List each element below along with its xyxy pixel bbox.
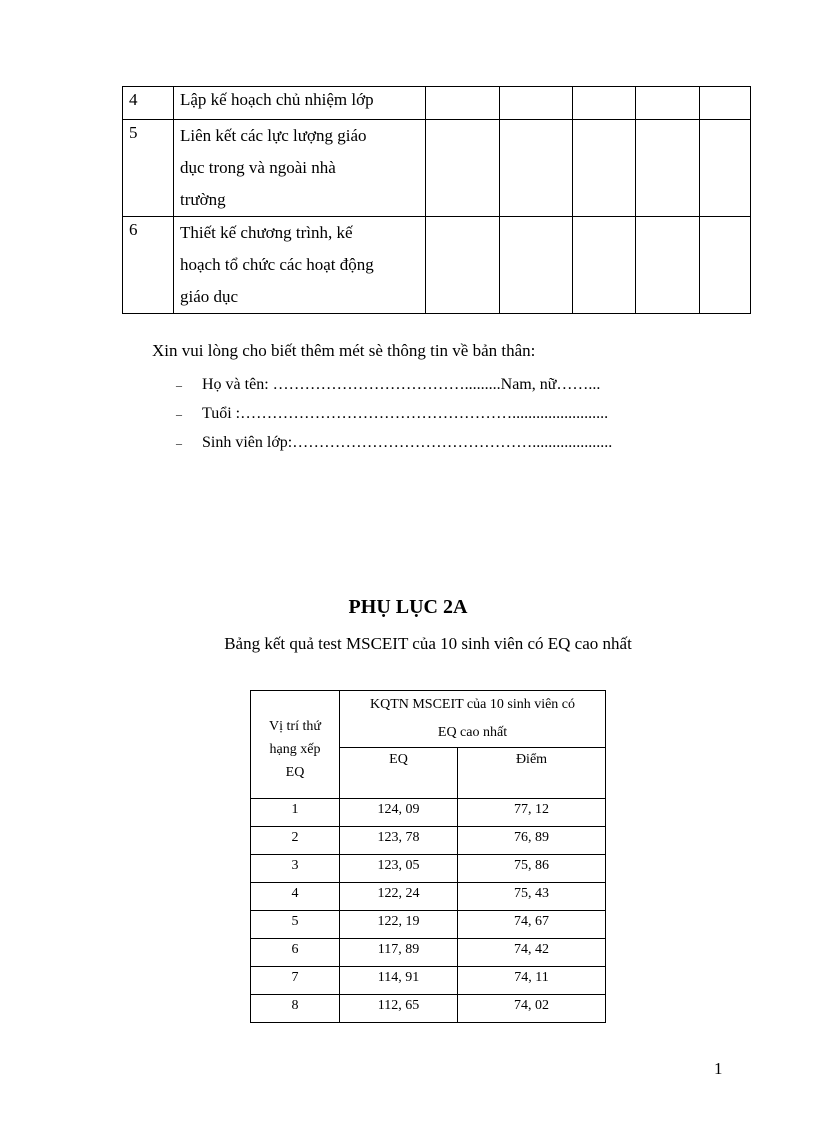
rank-cell: 2 bbox=[251, 827, 340, 855]
table-row bbox=[251, 855, 606, 883]
eq-cell: 114, 91 bbox=[340, 967, 458, 995]
rank-cell: 1 bbox=[251, 799, 340, 827]
info-fields bbox=[176, 373, 612, 460]
eq-header: EQ bbox=[340, 748, 458, 799]
page-number: 1 bbox=[714, 1059, 723, 1078]
eq-cell: 123, 78 bbox=[340, 827, 458, 855]
bullet: – bbox=[176, 436, 182, 450]
age-field: – Tuổi :……………………………………………........................ bbox=[176, 402, 612, 431]
eq-cell: 112, 65 bbox=[340, 995, 458, 1023]
rating-cell bbox=[636, 217, 700, 314]
score-cell: 74, 67 bbox=[458, 911, 606, 939]
bullet: – bbox=[176, 407, 182, 421]
table-row bbox=[123, 217, 751, 314]
score-header: Điểm bbox=[458, 748, 606, 799]
score-cell: 77, 12 bbox=[458, 799, 606, 827]
name-field: – Họ và tên: ……………………………….........Nam, nữ……... bbox=[176, 373, 612, 402]
score-cell: 74, 02 bbox=[458, 995, 606, 1023]
rating-cell bbox=[700, 87, 751, 120]
rating-cell bbox=[700, 217, 751, 314]
row-number: 5 bbox=[123, 120, 174, 217]
rank-cell: 7 bbox=[251, 967, 340, 995]
rank-cell: 4 bbox=[251, 883, 340, 911]
rating-cell bbox=[500, 120, 573, 217]
rating-cell bbox=[636, 120, 700, 217]
rating-cell bbox=[573, 87, 636, 120]
appendix-title: PHỤ LỤC 2A bbox=[348, 596, 468, 618]
score-cell: 76, 89 bbox=[458, 827, 606, 855]
score-cell: 75, 86 bbox=[458, 855, 606, 883]
rating-cell bbox=[500, 217, 573, 314]
eq-cell: 117, 89 bbox=[340, 939, 458, 967]
score-cell: 75, 43 bbox=[458, 883, 606, 911]
table-row bbox=[251, 939, 606, 967]
table-row bbox=[123, 120, 751, 217]
table-row bbox=[251, 911, 606, 939]
rating-cell bbox=[426, 217, 500, 314]
score-cell: 74, 42 bbox=[458, 939, 606, 967]
class-field: – Sinh viên lớp:……………………………………….................... bbox=[176, 431, 612, 460]
table-row bbox=[251, 827, 606, 855]
table-row bbox=[251, 883, 606, 911]
group-header: KQTN MSCEIT của 10 sinh viên có EQ cao nhất bbox=[340, 691, 606, 748]
rating-cell bbox=[426, 120, 500, 217]
survey-table bbox=[122, 86, 751, 314]
score-cell: 74, 11 bbox=[458, 967, 606, 995]
row-description: Thiết kế chương trình, kế hoạch tổ chức các hoạt động giáo dục bbox=[174, 217, 426, 314]
eq-cell: 124, 09 bbox=[340, 799, 458, 827]
table-row bbox=[251, 995, 606, 1023]
msceit-results-table bbox=[250, 690, 606, 1023]
eq-cell: 122, 24 bbox=[340, 883, 458, 911]
rank-cell: 5 bbox=[251, 911, 340, 939]
rating-cell bbox=[573, 120, 636, 217]
eq-cell: 122, 19 bbox=[340, 911, 458, 939]
appendix-subtitle: Bảng kết quả test MSCEIT của 10 sinh viên có EQ cao nhất bbox=[224, 634, 632, 653]
rank-cell: 6 bbox=[251, 939, 340, 967]
header-row bbox=[251, 691, 606, 748]
table-row bbox=[123, 87, 751, 120]
row-description: Lập kế hoạch chủ nhiệm lớp bbox=[174, 87, 426, 120]
table-row bbox=[251, 799, 606, 827]
row-number: 6 bbox=[123, 217, 174, 314]
rank-cell: 3 bbox=[251, 855, 340, 883]
rating-cell bbox=[573, 217, 636, 314]
eq-cell: 123, 05 bbox=[340, 855, 458, 883]
row-description: Liên kết các lực lượng giáo dục trong và ngoài nhà trường bbox=[174, 120, 426, 217]
info-intro: Xin vui lòng cho biết thêm mét sè thông tin về bản thân: bbox=[152, 341, 536, 360]
row-number: 4 bbox=[123, 87, 174, 120]
rating-cell bbox=[636, 87, 700, 120]
rating-cell bbox=[700, 120, 751, 217]
table-row bbox=[251, 967, 606, 995]
rating-cell bbox=[426, 87, 500, 120]
rating-cell bbox=[500, 87, 573, 120]
rank-cell: 8 bbox=[251, 995, 340, 1023]
bullet: – bbox=[176, 378, 182, 392]
rank-header: Vị trí thứ hạng xếp EQ bbox=[251, 691, 340, 799]
